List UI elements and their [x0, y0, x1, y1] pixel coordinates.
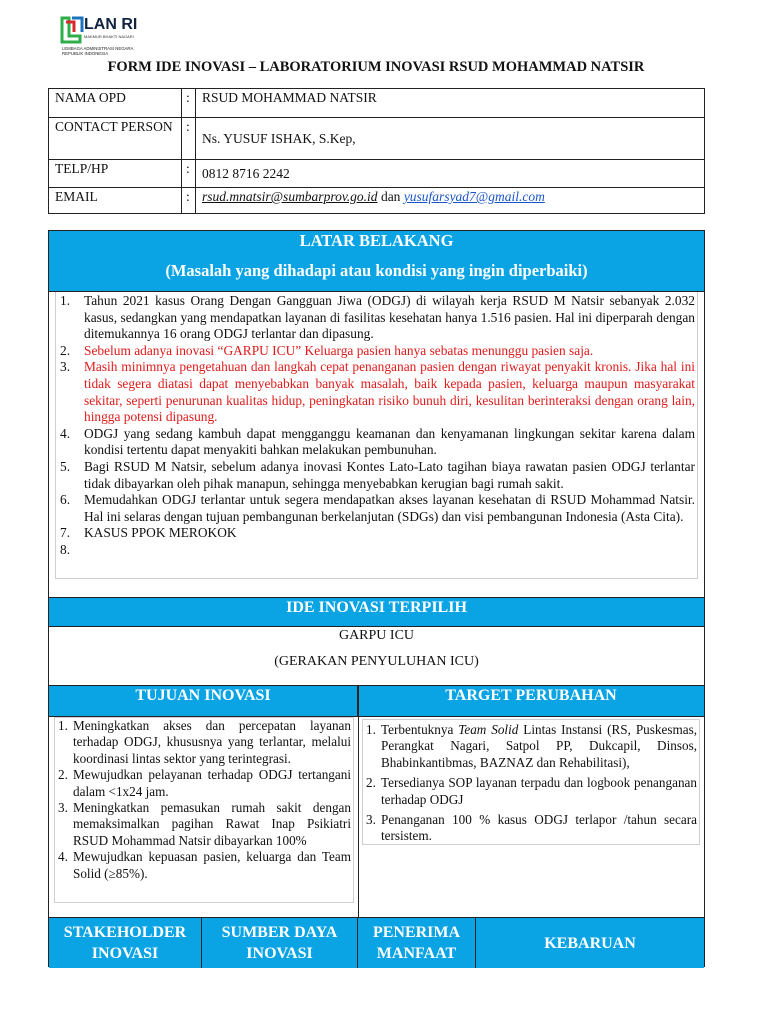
phone-value: 0812 8716 2242 — [202, 165, 290, 181]
list-number: 2. — [58, 767, 68, 783]
target-text-before: Terbentuknya — [381, 722, 454, 737]
info-value: RSUD MOHAMMAD NATSIR — [196, 89, 705, 118]
email-joiner: dan — [380, 189, 401, 204]
innovation-form — [48, 230, 705, 967]
info-label: CONTACT PERSON — [49, 118, 182, 160]
info-row-opd — [49, 89, 705, 118]
list-number: 2. — [60, 342, 71, 358]
list-text: Meningkatkan pemasukan rumah sakit dengan memaksimalkan pagihan Rawat Inap Psikiatri RSUD Mohammad Natsir dibayarkan 100% — [73, 800, 351, 848]
list-item — [55, 800, 353, 849]
latar-belakang-title: LATAR BELAKANG — [299, 231, 454, 250]
info-value — [196, 160, 705, 188]
target-perubahan-list — [362, 719, 700, 845]
info-label: EMAIL — [49, 188, 182, 214]
info-value — [196, 188, 705, 214]
list-text: Mewujudkan pelayanan terhadap ODGJ tertangani dalam <1x24 jam. — [73, 767, 351, 799]
lan-ri-logo — [60, 14, 150, 56]
list-number: 2. — [366, 775, 376, 791]
list-item — [56, 426, 697, 459]
info-table — [48, 88, 705, 214]
list-text: Meningkatkan akses dan percepatan layanan terhadap ODGJ, khususnya yang terlantar, melalui koordinasi lintas sektor yang terintegrasi. — [73, 718, 351, 766]
kebaruan-title: KEBARUAN — [544, 934, 636, 952]
target-perubahan-title: TARGET PERUBAHAN — [445, 687, 617, 704]
list-item — [56, 492, 697, 525]
list-number: 4. — [60, 425, 71, 441]
list-text: Tahun 2021 kasus Orang Dengan Gangguan Jiwa (ODGJ) di wilayah kerja RSUD M Natsir sebanyak 2.032 kasus, sedangkan yang mendapatkan layanan di fasilitas kesehatan hanya 1.516 pasien. Hal ini diperparah dengan ditemukannya 16 orang ODGJ terlantar dan dipasung. — [84, 293, 695, 342]
list-number: 3. — [60, 359, 71, 375]
list-item — [55, 849, 353, 882]
list-number: 1. — [60, 293, 71, 308]
list-number: 8. — [60, 541, 71, 557]
contact-person-value: Ns. YUSUF ISHAK, S.Kep, — [202, 130, 356, 146]
innovation-long-name: (GERAKAN PENYULUHAN ICU) — [274, 654, 479, 669]
info-colon: : — [182, 89, 196, 118]
list-number: 3. — [58, 800, 68, 816]
list-text: Tersedianya SOP layanan terpadu dan logbook penanganan terhadap ODGJ — [381, 775, 697, 807]
stakeholder-title: STAKEHOLDER INOVASI — [63, 924, 187, 962]
list-text — [381, 722, 699, 771]
innovation-name: GARPU ICU — [338, 628, 415, 643]
list-item — [363, 775, 699, 808]
latar-belakang-subtitle: (Masalah yang dihadapi atau kondisi yang ingin diperbaiki) — [165, 261, 588, 280]
tujuan-inovasi-header — [49, 685, 358, 717]
list-number: 5. — [60, 458, 71, 474]
bottom-header-row — [49, 917, 704, 968]
info-row-email — [49, 188, 705, 214]
kebaruan-header — [476, 918, 704, 968]
info-value — [196, 118, 705, 160]
list-text: Bagi RSUD M Natsir, sebelum adanya inovasi Kontes Lato-Lato tagihan biaya rawatan pasien ODGJ terlantar tidak dibayarkan oleh pihak manapun, sehingga menyebabkan kerugian bagi rumah sakit. — [84, 458, 695, 491]
target-text-italic: Team Solid — [458, 722, 519, 737]
list-item — [363, 722, 699, 771]
list-item — [55, 718, 353, 767]
list-item — [56, 293, 697, 343]
list-text: ODGJ yang sedang kambuh dapat mengganggu keamanan dan kenyamanan lingkungan sekitar karena dalam kondisi tertentu dapat menyakiti bahkan melakukan pembunuhan. — [84, 425, 695, 458]
list-number: 1. — [58, 718, 68, 733]
info-colon: : — [182, 188, 196, 214]
logo-subtitle: LEMBAGA ADMINISTRASI NEGARA REPUBLIK INDONESIA — [62, 46, 134, 56]
sumber-daya-title: SUMBER DAYA INOVASI — [221, 924, 338, 962]
tujuan-inovasi-list — [54, 717, 354, 903]
target-text-after: Lintas Instansi (RS, Puskesmas, Perangkat Nagari, Satpol PP, Dukcapil, Dinsos, Bhabinkantibmas, BAZNAZ dan Rehabilitasi), — [381, 722, 698, 770]
target-perubahan-header — [358, 685, 704, 717]
list-number: 3. — [366, 812, 376, 828]
ide-inovasi-header — [49, 597, 704, 627]
info-label: NAMA OPD — [49, 89, 182, 118]
latar-belakang-header — [49, 231, 704, 292]
page-title: FORM IDE INOVASI – LABORATORIUM INOVASI RSUD MOHAMMAD NATSIR — [107, 59, 645, 75]
info-row-contact — [49, 118, 705, 160]
list-number: 6. — [60, 492, 71, 508]
list-item — [56, 359, 697, 425]
list-item — [56, 542, 697, 559]
list-item — [55, 767, 353, 800]
email-secondary-link[interactable]: yusufarsyad7@gmail.com — [403, 189, 545, 204]
stakeholder-header — [49, 918, 202, 968]
logo-tagline: MAKMUR BHAKTI NAGARI — [84, 34, 134, 39]
list-number: 7. — [60, 525, 71, 541]
lan-ri-emblem-icon — [60, 16, 84, 44]
list-number: 4. — [58, 849, 68, 865]
sumber-daya-header — [202, 918, 358, 968]
list-text: KASUS PPOK MEROKOK — [84, 525, 237, 541]
list-text: Mewujudkan kepuasan pasien, keluarga dan Team Solid (≥85%). — [73, 849, 351, 881]
list-item — [56, 525, 697, 542]
list-item — [363, 812, 699, 845]
logo-text: LAN RI — [84, 16, 138, 33]
penerima-manfaat-title: PENERIMA MANFAAT — [372, 924, 461, 962]
latar-belakang-list — [55, 292, 698, 579]
list-item — [56, 459, 697, 492]
list-text: Penanganan 100 % kasus ODGJ terlapor /tahun secara tersistem. — [381, 812, 697, 844]
ide-inovasi-title: IDE INOVASI TERPILIH — [286, 599, 467, 616]
info-label: TELP/HP — [49, 160, 182, 188]
list-item — [56, 343, 697, 360]
email-primary-link[interactable]: rsud.mnatsir@sumbarprov.go.id — [202, 189, 378, 204]
list-text — [84, 542, 697, 559]
list-text: Masih minimnya pengetahuan dan langkah cepat penanganan pasien dengan riwayat penyakit kronis. Jika hal ini tidak segera diatasi dapat menyebabkan banyak masalah, baik kepada pasien, keluarga maupun masyarakat sekitar, seperti penurunan kualitas hidup, peningkatan risiko bunuh diri, kesulitan berinteraksi dengan orang lain, hingga potensi dipasung. — [84, 359, 695, 425]
info-colon: : — [182, 118, 196, 160]
list-text: Memudahkan ODGJ terlantar untuk segera mendapatkan akses layanan kesehatan di RSUD Mohammad Natsir. Hal ini selaras dengan tujuan pembangunan berkelanjutan (SDGs) dan visi pembangunan Indonesia (Asta Cita). — [84, 492, 695, 524]
info-colon: : — [182, 160, 196, 188]
tujuan-inovasi-title: TUJUAN INOVASI — [135, 687, 271, 704]
info-row-telp — [49, 160, 705, 188]
list-text: Sebelum adanya inovasi “GARPU ICU” Keluarga pasien hanya sebatas menunggu pasien saja. — [84, 342, 594, 358]
penerima-manfaat-header — [358, 918, 476, 968]
list-number: 1. — [366, 722, 376, 737]
